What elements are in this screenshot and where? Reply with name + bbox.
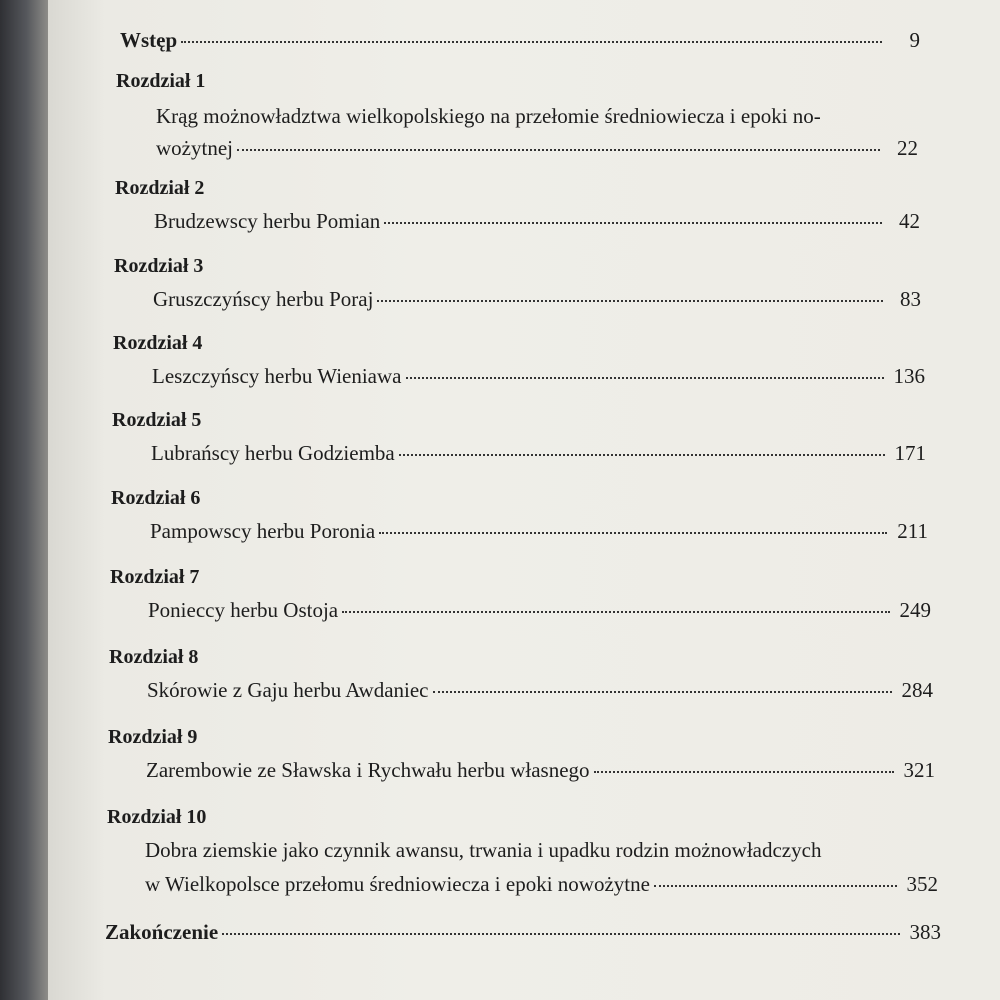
table-of-contents <box>48 0 1000 1000</box>
dot-leader <box>342 609 889 613</box>
toc-entry-title: Zarembowie ze Sławska i Rychwału herbu własnego <box>146 758 590 782</box>
page-number: 83 <box>900 287 921 311</box>
toc-entry-title-line: Krąg możnowładztwa wielkopolskiego na przełomie średniowiecza i epoki no- <box>156 104 821 128</box>
chapter-heading: Rozdział 5 <box>112 409 202 431</box>
toc-entry <box>146 758 935 783</box>
dot-leader <box>379 530 887 534</box>
toc-entry-label: Wstęp <box>120 28 178 52</box>
toc-entry <box>151 441 926 466</box>
toc-entry-title: Ponieccy herbu Ostoja <box>148 598 339 622</box>
chapter-heading: Rozdział 6 <box>111 487 201 509</box>
page-number: 383 <box>909 920 941 944</box>
toc-entry-title: Pampowscy herbu Poronia <box>150 519 376 543</box>
toc-entry-title: Skórowie z Gaju herbu Awdaniec <box>147 678 429 702</box>
dot-leader <box>594 769 894 773</box>
page-number: 284 <box>901 678 933 702</box>
dot-leader <box>181 39 882 43</box>
chapter-heading: Rozdział 8 <box>109 646 199 668</box>
chapter-heading: Rozdział 7 <box>110 566 200 588</box>
dot-leader <box>237 147 880 151</box>
chapter-heading: Rozdział 2 <box>115 177 205 199</box>
toc-entry <box>150 519 928 544</box>
chapter-heading: Rozdział 3 <box>114 255 204 277</box>
chapter-heading: Rozdział 9 <box>108 726 198 748</box>
page-number: 171 <box>894 441 926 465</box>
toc-entry <box>145 872 938 897</box>
book-binding <box>0 0 48 1000</box>
page-number: 211 <box>897 519 928 543</box>
dot-leader <box>377 298 883 302</box>
toc-entry-title-line: Dobra ziemskie jako czynnik awansu, trwania i upadku rodzin możnowładczych <box>145 838 822 862</box>
toc-entry <box>156 136 918 161</box>
toc-entry <box>154 209 920 234</box>
page-number: 249 <box>899 598 931 622</box>
toc-entry-title: Lubrańscy herbu Godziemba <box>151 441 395 465</box>
toc-entry <box>147 678 933 703</box>
page-number: 22 <box>897 136 918 160</box>
dot-leader <box>433 689 892 693</box>
toc-entry <box>148 598 931 623</box>
toc-entry-title: Gruszczyńscy herbu Poraj <box>153 287 374 311</box>
toc-entry <box>153 287 921 312</box>
page-number: 321 <box>903 758 935 782</box>
dot-leader <box>399 452 885 456</box>
dot-leader <box>406 375 884 379</box>
page-number: 136 <box>893 364 925 388</box>
dot-leader <box>222 931 899 935</box>
chapter-heading: Rozdział 1 <box>116 70 206 92</box>
dot-leader <box>384 220 882 224</box>
toc-entry-title: Brudzewscy herbu Pomian <box>154 209 381 233</box>
toc-entry-intro <box>120 28 920 53</box>
chapter-heading: Rozdział 10 <box>107 806 207 828</box>
chapter-heading: Rozdział 4 <box>113 332 203 354</box>
toc-entry-conclusion <box>105 920 941 945</box>
toc-entry <box>152 364 925 389</box>
toc-entry-title-line: wożytnej <box>156 136 233 160</box>
book-page <box>48 0 1000 1000</box>
page-number: 352 <box>906 872 938 896</box>
dot-leader <box>654 883 897 887</box>
page-number: 42 <box>899 209 920 233</box>
toc-entry-title-line: w Wielkopolsce przełomu średniowiecza i epoki nowożytne <box>145 872 650 896</box>
page-number: 9 <box>909 28 920 52</box>
toc-entry-title: Leszczyńscy herbu Wieniawa <box>152 364 402 388</box>
toc-entry-label: Zakończenie <box>105 920 219 944</box>
